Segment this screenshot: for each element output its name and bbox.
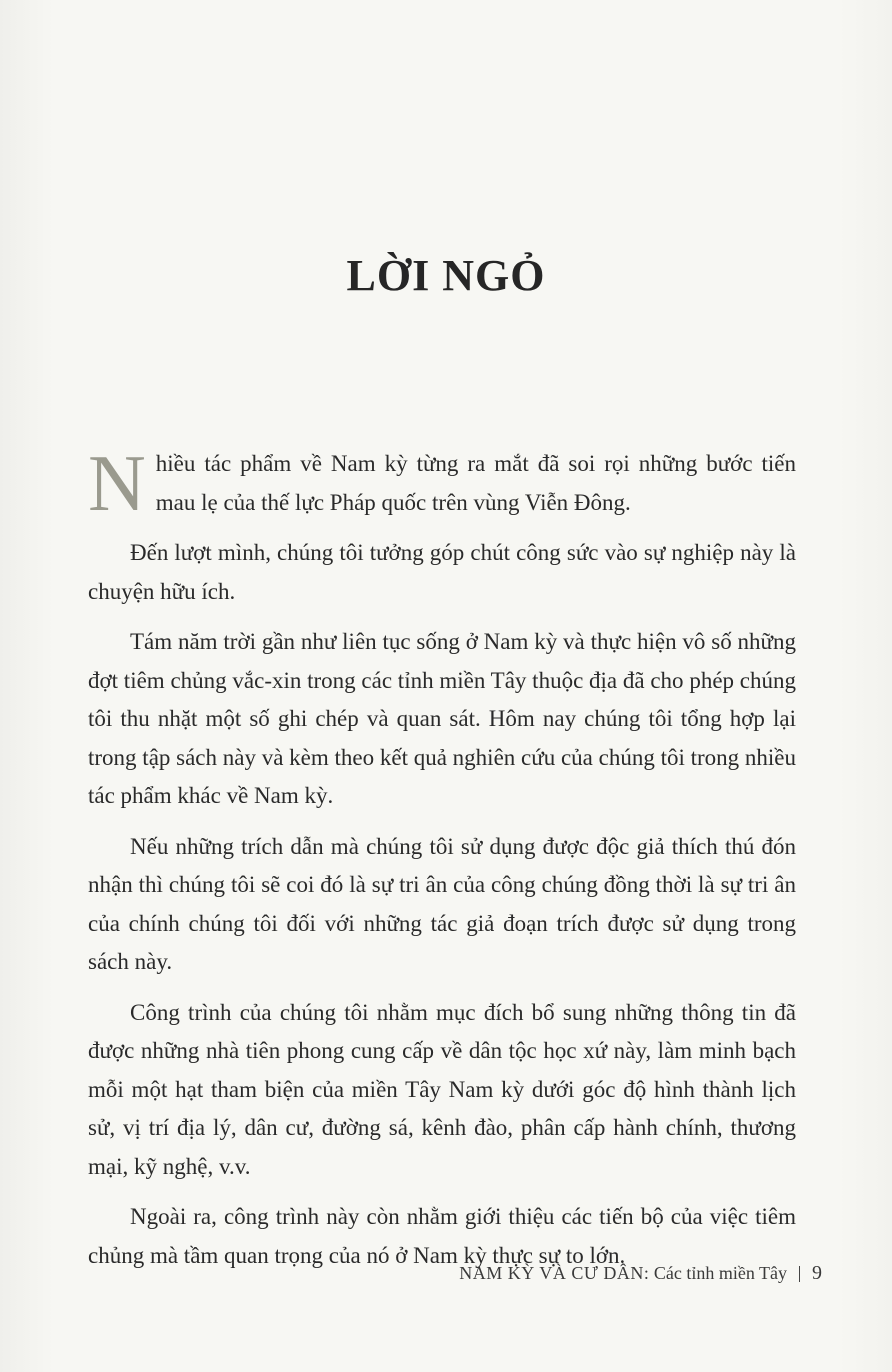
footer-divider (799, 1266, 800, 1282)
drop-cap: N (88, 440, 146, 528)
running-footer (459, 1262, 822, 1285)
chapter-title: LỜI NGỎ (346, 251, 546, 300)
paragraph-4: Nếu những trích dẫn mà chúng tôi sử dụng được độc giả thích thú đón nhận thì chúng tôi sẽ coi đó là sự tri ân của công chúng đồng thời là sự tri ân của chính chúng tôi đối với những tác giả đoạn trích được sử dụng trong sách này. (88, 833, 796, 974)
paragraph-5: Công trình của chúng tôi nhằm mục đích bổ sung những thông tin đã được những nhà tiên phong cung cấp về dân tộc học xứ này, làm minh bạch mỗi một hạt tham biện của miền Tây Nam kỳ dưới góc độ hình thành lịch sử, vị trí địa lý, dân cư, đường sá, kênh đào, phân cấp hành chính, thương mại, kỹ nghệ, v.v. (88, 999, 796, 1179)
chapter-body (88, 440, 797, 1287)
paragraph-6: Ngoài ra, công trình này còn nhằm giới thiệu các tiến bộ của việc tiêm chủng mà tầm quan trọng của nó ở Nam kỳ thực sự to lớn. (88, 1204, 796, 1268)
footer-book-title: NAM KỲ VÀ CƯ DÂN: (459, 1263, 650, 1283)
paragraph-3: Tám năm trời gần như liên tục sống ở Nam kỳ và thực hiện vô số những đợt tiêm chủng vắc-xin trong các tỉnh miền Tây thuộc địa đã cho phép chúng tôi thu nhặt một số ghi chép và quan sát. Hôm nay chúng tôi tổng hợp lại trong tập sách này và kèm theo kết quả nghiên cứu của chúng tôi trong nhiều tác phẩm khác về Nam kỳ. (88, 629, 797, 808)
paragraph-1 (88, 440, 796, 528)
paragraph-1-text: hiều tác phẩm về Nam kỳ từng ra mắt đã soi rọi những bước tiến mau lẹ của thế lực Pháp quốc trên vùng Viễn Đông. (155, 451, 796, 515)
footer-book-subtitle: Các tỉnh miền Tây (653, 1263, 787, 1283)
paragraph-2: Đến lượt mình, chúng tôi tưởng góp chút công sức vào sự nghiệp này là chuyện hữu ích. (88, 540, 796, 604)
page-number: 9 (812, 1262, 822, 1284)
